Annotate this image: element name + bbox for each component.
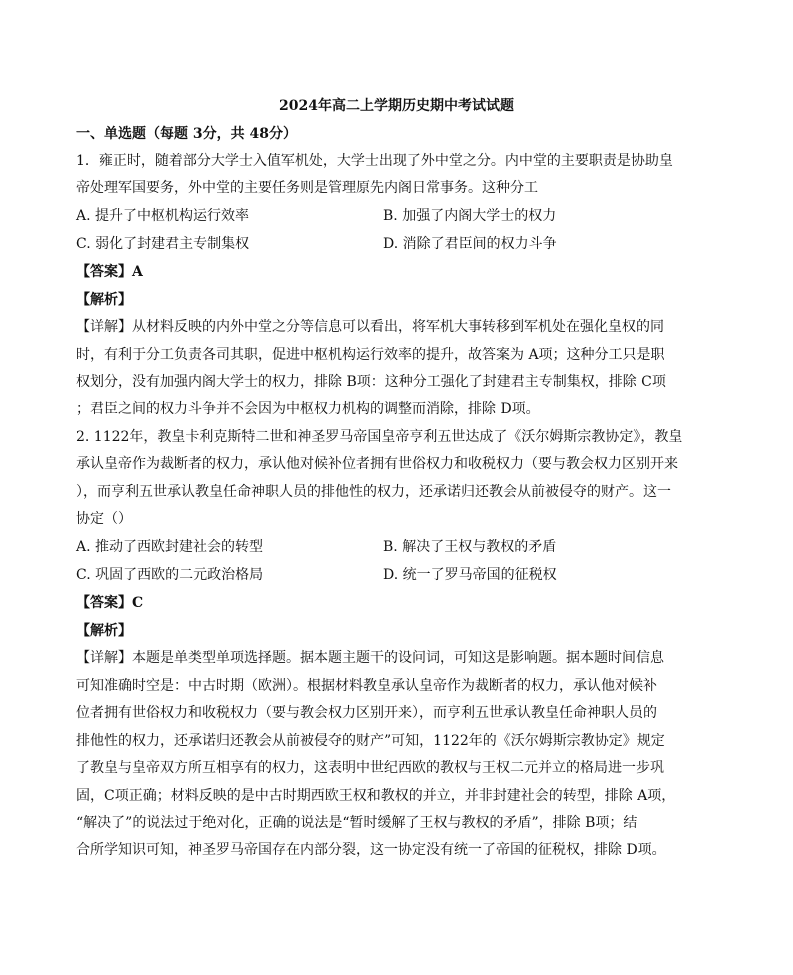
- q1-detail-line-3: 权划分，没有加强内阁大学士的权力，排除 B项：这种分工强化了封建君主专制集权，排除 C项: [76, 374, 666, 390]
- q1-option-c: C. 弱化了封建君主专制集权: [76, 236, 250, 252]
- q1-option-a: A. 提升了中枢机构运行效率: [76, 208, 250, 224]
- section-heading: 一、单选题（每题 3分，共 48分）: [76, 126, 297, 142]
- q2-detail-line-7: “解决了”的说法过于绝对化，正确的说法是“暂时缓解了王权与教权的矛盾”，排除 B项；结: [76, 815, 638, 831]
- page-title: 2024年高二上学期历史期中考试试题: [279, 98, 514, 114]
- q2-stem-line-2: 承认皇帝作为裁断者的权力，承认他对候补位者拥有世俗权力和收税权力（要与教会权力区别开来: [76, 456, 678, 472]
- q2-analysis-label: 【解析】: [76, 623, 132, 639]
- q2-stem-line-1: 2. 1122年，教皇卡利克斯特二世和神圣罗马帝国皇帝亨利五世达成了《沃尔姆斯宗教协定》，教皇: [76, 429, 683, 445]
- q2-option-b: B. 解决了王权与教权的矛盾: [383, 539, 557, 555]
- q1-option-b: B. 加强了内阁大学士的权力: [383, 208, 557, 224]
- q1-stem-line-2: 帝处理军国要务，外中堂的主要任务则是管理原先内阁日常事务。这种分工: [76, 180, 538, 196]
- q1-option-d: D. 消除了君臣间的权力斗争: [383, 236, 557, 252]
- q2-option-a: A. 推动了西欧封建社会的转型: [76, 539, 264, 555]
- q2-stem-line-3: ），而亨利五世承认教皇任命神职人员的排他性的权力，还承诺归还教会从前被侵夺的财产。这一: [76, 484, 671, 500]
- q2-stem-line-4: 协定（）: [76, 511, 132, 527]
- q2-option-c: C. 巩固了西欧的二元政治格局: [76, 567, 264, 583]
- q2-detail-line-4: 排他性的权力，还承诺归还教会从前被侵夺的财产”可知，1122年的《沃尔姆斯宗教协定》规定: [76, 733, 665, 749]
- q1-answer: 【答案】A: [76, 264, 143, 280]
- q2-detail-line-8: 合所学知识可知，神圣罗马帝国存在内部分裂，这一协定没有统一了帝国的征税权，排除 D项。: [76, 842, 666, 858]
- q2-option-d: D. 统一了罗马帝国的征税权: [383, 567, 557, 583]
- q2-detail-line-5: 了教皇与皇帝双方所互相享有的权力，这表明中世纪西欧的教权与王权二元并立的格局进一步巩: [76, 760, 664, 776]
- q2-detail-line-2: 可知准确时空是：中古时期（欧洲）。根据材料教皇承认皇帝作为裁断者的权力，承认他对候补: [76, 678, 657, 694]
- q2-detail-line-1: 【详解】本题是单类型单项选择题。据本题主题干的设问词，可知这是影响题。据本题时间信息: [76, 650, 664, 666]
- q2-detail-line-6: 固，C项正确；材料反映的是中古时期西欧王权和教权的并立，并非封建社会的转型，排除 A项，: [76, 788, 676, 804]
- q1-detail-line-2: 时，有利于分工负责各司其职，促进中枢机构运行效率的提升，故答案为 A项；这种分工只是职: [76, 347, 665, 363]
- q1-detail-line-4: ；君臣之间的权力斗争并不会因为中枢权力机构的调整而消除，排除 D项。: [76, 401, 540, 417]
- q2-detail-line-3: 位者拥有世俗权力和收税权力（要与教会权力区别开来），而亨利五世承认教皇任命神职人员的: [76, 705, 657, 721]
- q2-answer: 【答案】C: [76, 595, 144, 611]
- q1-analysis-label: 【解析】: [76, 292, 132, 308]
- q1-stem-line-1: 1．雍正时，随着部分大学士入值军机处，大学士出现了外中堂之分。内中堂的主要职责是协助皇: [76, 153, 673, 169]
- q1-detail-line-1: 【详解】从材料反映的内外中堂之分等信息可以看出，将军机大事转移到军机处在强化皇权的同: [76, 319, 664, 335]
